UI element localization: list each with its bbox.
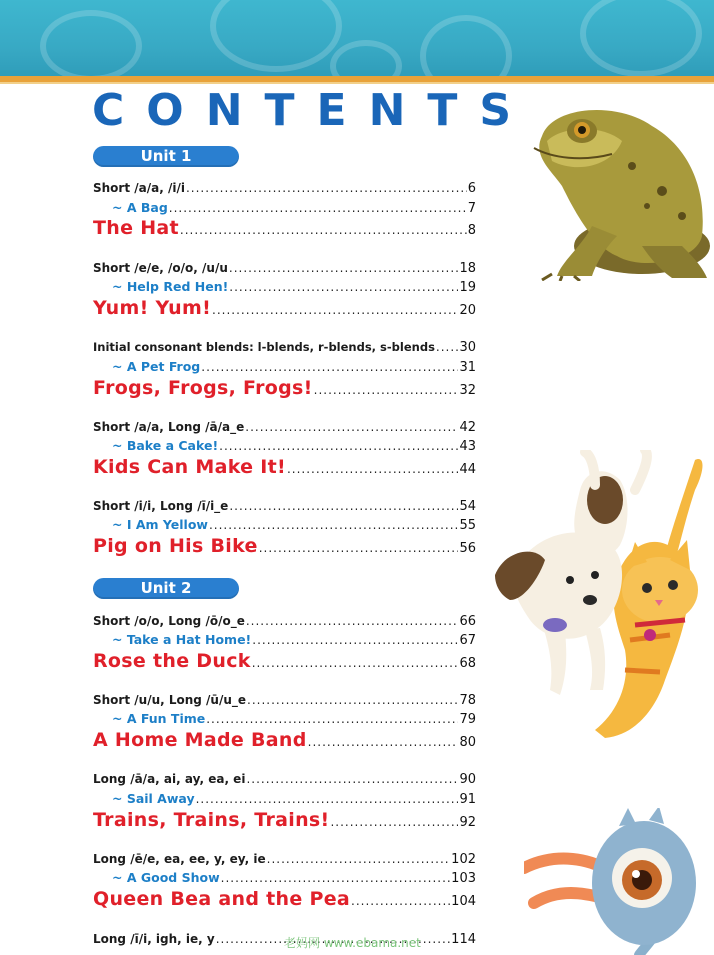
dot-leader (267, 852, 451, 866)
phonics-label: Short /i/i, Long /ī/i_e (93, 499, 229, 513)
page-number: 42 (459, 420, 476, 435)
page-number: 92 (459, 815, 476, 830)
toc-phonics-row[interactable] (93, 693, 476, 709)
subtitle-label: ~ I Am Yellow (112, 517, 208, 532)
page-number: 104 (451, 894, 476, 909)
dot-leader (169, 201, 467, 215)
dot-leader (259, 541, 459, 555)
dot-leader (246, 614, 459, 628)
dog-and-cat-illustration (495, 450, 714, 745)
dot-leader (206, 712, 458, 726)
toc-subtitle-row[interactable] (93, 517, 476, 533)
dot-leader (201, 360, 458, 374)
dot-leader (351, 894, 450, 908)
dot-leader (229, 280, 458, 294)
phonics-label: Short /a/a, Long /ā/a_e (93, 420, 245, 434)
page-number: 54 (459, 499, 476, 514)
story-title: Yum! Yum! (93, 297, 212, 319)
story-title: Trains, Trains, Trains! (93, 809, 330, 831)
page-number: 30 (459, 340, 476, 355)
dot-leader (186, 181, 467, 195)
page-title: CONTENTS (92, 85, 534, 136)
dot-leader (330, 815, 458, 829)
dot-leader (314, 383, 459, 397)
dot-leader (229, 261, 459, 275)
toc-story-row[interactable] (93, 377, 476, 401)
story-title: The Hat (93, 217, 179, 239)
page-number: 19 (459, 280, 476, 295)
dot-leader (209, 518, 458, 532)
toc-story-row[interactable] (93, 809, 476, 833)
toc-phonics-row[interactable] (93, 499, 476, 515)
toc-story-row[interactable] (93, 456, 476, 480)
page-number: 102 (451, 852, 476, 867)
subtitle-label: ~ A Pet Frog (112, 359, 201, 374)
toc-phonics-row[interactable] (93, 340, 476, 356)
toc-subtitle-row[interactable] (93, 279, 476, 295)
story-title: Pig on His Bike (93, 535, 258, 557)
page-number: 8 (467, 223, 476, 238)
dot-leader (245, 420, 458, 434)
dot-leader (308, 735, 459, 749)
frog-illustration (522, 96, 714, 281)
toc-phonics-row[interactable] (93, 614, 476, 630)
story-title: Queen Bea and the Pea (93, 888, 351, 910)
phonics-label: Short /o/o, Long /ō/o_e (93, 614, 245, 628)
dot-leader (246, 772, 458, 786)
phonics-label: Short /a/a, /i/i (93, 181, 185, 195)
unit-1-heading: Unit 1 (93, 146, 239, 167)
phonics-label: Long /ā/a, ai, ay, ea, ei (93, 772, 246, 786)
phonics-label: Long /ī/i, igh, ie, y (93, 932, 215, 946)
toc-story-row[interactable] (93, 297, 476, 321)
page-number: 68 (459, 656, 476, 671)
dot-leader (287, 462, 459, 476)
page-number: 43 (459, 439, 476, 454)
page-number: 78 (459, 693, 476, 708)
page-number: 66 (459, 614, 476, 629)
page-number: 90 (459, 772, 476, 787)
toc-story-row[interactable] (93, 650, 476, 674)
subtitle-label: ~ Sail Away (112, 791, 195, 806)
toc-subtitle-row[interactable] (93, 711, 476, 727)
toc-phonics-row[interactable] (93, 420, 476, 436)
dot-leader (252, 633, 458, 647)
toc-subtitle-row[interactable] (93, 200, 476, 216)
blue-creature-illustration (524, 808, 714, 955)
subtitle-label: ~ A Good Show (112, 870, 220, 885)
phonics-label: Long /ē/e, ea, ee, y, ey, ie (93, 852, 266, 866)
dot-leader (219, 439, 458, 453)
toc-subtitle-row[interactable] (93, 791, 476, 807)
phonics-label: Short /e/e, /o/o, /u/u (93, 261, 228, 275)
page-number: 79 (459, 712, 476, 727)
subtitle-label: ~ A Fun Time (112, 711, 206, 726)
story-title: Rose the Duck (93, 650, 251, 672)
page-number: 91 (459, 792, 476, 807)
dot-leader (229, 499, 458, 513)
toc-story-row[interactable] (93, 888, 476, 912)
page-number: 31 (459, 360, 476, 375)
toc-subtitle-row[interactable] (93, 438, 476, 454)
page-number: 32 (459, 383, 476, 398)
toc-story-row[interactable] (93, 217, 476, 241)
dot-leader (436, 340, 459, 354)
toc-subtitle-row[interactable] (93, 359, 476, 375)
toc-phonics-row[interactable] (93, 772, 476, 788)
page-number: 103 (451, 871, 476, 886)
watermark: 老妈网 www.ebama.net (284, 936, 421, 950)
phonics-label: Short /u/u, Long /ū/u_e (93, 693, 247, 707)
dot-leader (196, 792, 459, 806)
subtitle-label: ~ Help Red Hen! (112, 279, 229, 294)
toc-phonics-row[interactable] (93, 181, 476, 197)
phonics-label: Initial consonant blends: l-blends, r-blends, s-blends (93, 340, 435, 354)
toc-subtitle-row[interactable] (93, 870, 476, 886)
story-title: A Home Made Band (93, 729, 307, 751)
dot-leader (180, 223, 467, 237)
dot-leader (247, 693, 458, 707)
page-number: 114 (451, 932, 476, 947)
toc-phonics-row[interactable] (93, 261, 476, 277)
banner-stripe-light (0, 82, 714, 84)
page-number: 56 (459, 541, 476, 556)
page-number: 20 (459, 303, 476, 318)
page-number: 6 (467, 181, 476, 196)
story-title: Kids Can Make It! (93, 456, 286, 478)
subtitle-label: ~ Bake a Cake! (112, 438, 219, 453)
page-number: 7 (467, 201, 476, 216)
dot-leader (221, 871, 451, 885)
toc-story-row[interactable] (93, 535, 476, 559)
dot-leader (252, 656, 459, 670)
page-number: 18 (459, 261, 476, 276)
unit-2-heading: Unit 2 (93, 578, 239, 599)
header-banner (0, 0, 714, 80)
dot-leader (212, 303, 458, 317)
toc-story-row[interactable] (93, 729, 476, 753)
page-number: 80 (459, 735, 476, 750)
toc-phonics-row[interactable] (93, 852, 476, 868)
story-title: Frogs, Frogs, Frogs! (93, 377, 313, 399)
page-number: 67 (459, 633, 476, 648)
subtitle-label: ~ Take a Hat Home! (112, 632, 252, 647)
subtitle-label: ~ A Bag (112, 200, 168, 215)
page-number: 55 (459, 518, 476, 533)
page-number: 44 (459, 462, 476, 477)
toc-subtitle-row[interactable] (93, 632, 476, 648)
